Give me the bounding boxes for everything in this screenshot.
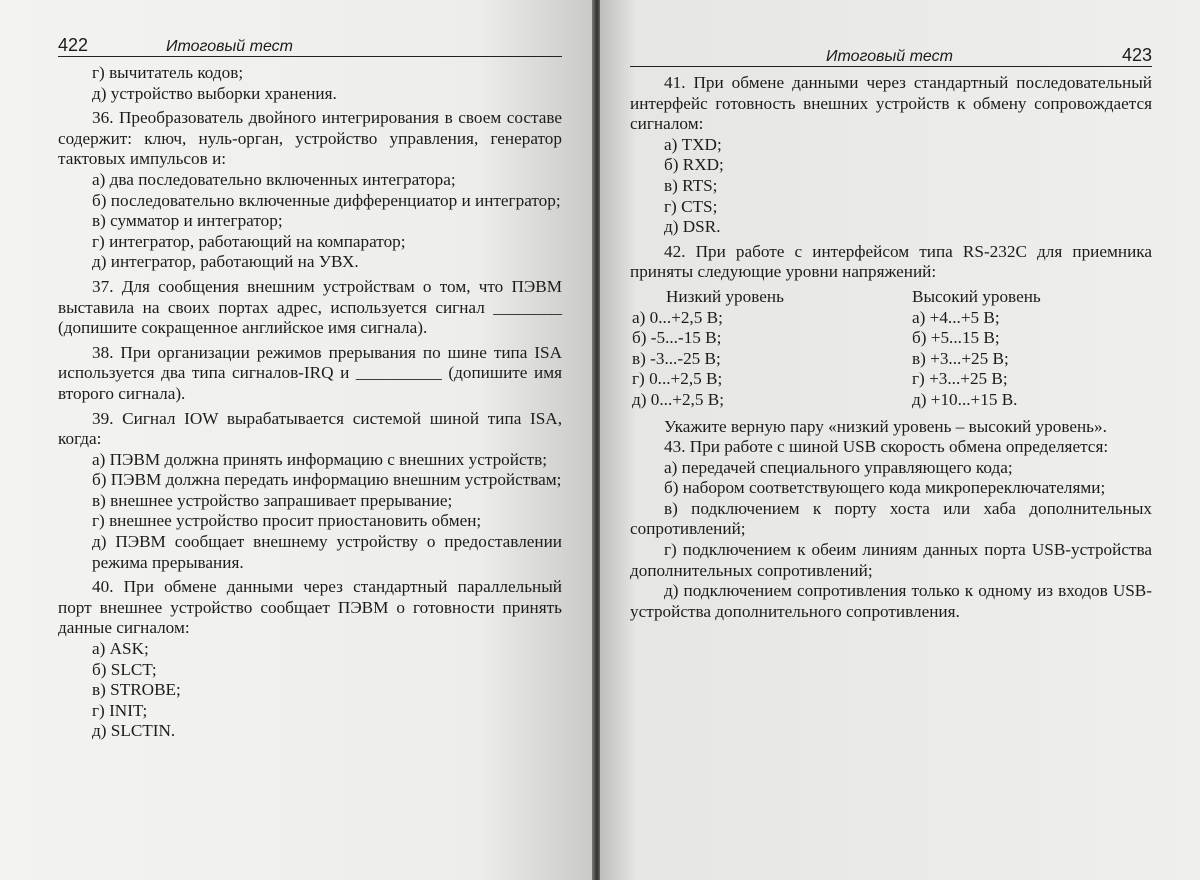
answer-option: д) устройство выборки хранения. xyxy=(92,83,337,103)
question-paragraph: 39. Сигнал IOW вырабатывается системой шиной типа ISA, когда: xyxy=(58,408,562,449)
high-level-e: д) +10...+15 В. xyxy=(912,389,1018,409)
answer-option: а) ПЭВМ должна принять информацию с внешних устройств; xyxy=(92,449,548,469)
q41-option-a: а) TXD; xyxy=(664,134,722,154)
answer-option: г) вычитатель кодов; xyxy=(92,63,244,82)
voltage-levels-table xyxy=(630,287,1152,411)
answer-option: г) интегратор, работающий на компаратор; xyxy=(92,231,406,251)
high-level-header: Высокий уровень xyxy=(912,286,1041,306)
left-running-title: Итоговый тест xyxy=(166,38,293,55)
right-running-title: Итоговый тест xyxy=(826,48,953,65)
question-41: 41. При обмене данными через стандартный последовательный интерфейс готовность внешних устройств к обмену сопровождается сигналом: xyxy=(630,73,1152,134)
question-paragraph: 38. При организации режимов прерывания по шине типа ISA используется два типа сигналов-IRQ и __________ (допишите имя второго сигнала). xyxy=(58,342,562,403)
answer-option: а) два последовательно включенных интегратора; xyxy=(92,169,456,189)
answer-option: б) последовательно включенные дифференциатор и интегратор; xyxy=(92,190,561,210)
answer-option: в) внешнее устройство запрашивает прерывание; xyxy=(92,490,453,510)
q41-option-c: в) RTS; xyxy=(664,175,718,195)
answer-option: в) STROBE; xyxy=(92,680,181,700)
low-level-c: в) -3...-25 В; xyxy=(632,348,721,368)
low-level-b: б) -5...-15 В; xyxy=(632,328,722,348)
answer-option: в) сумматор и интегратор; xyxy=(92,211,283,231)
left-page-text xyxy=(58,63,562,742)
q43-option-e: д) подключением сопротивления только к одному из входов USB-устройства дополнительного сопротивления. xyxy=(630,581,1152,621)
q43-option-c: в) подключением к порту хоста или хаба дополнительных сопротивлений; xyxy=(630,498,1152,539)
answer-option: а) ASK; xyxy=(92,639,149,659)
right-running-head xyxy=(630,40,1152,67)
right-page xyxy=(600,0,1200,880)
question-paragraph: 36. Преобразователь двойного интегрирования в своем составе содержит: ключ, нуль-орган, устройство управления, генератор тактовых импульсов и: xyxy=(58,108,562,169)
low-level-a: а) 0...+2,5 В; xyxy=(632,307,723,327)
answer-option: д) интегратор, работающий на УВХ. xyxy=(92,252,359,272)
question-43: 43. При работе с шиной USB скорость обмена определяется: xyxy=(664,437,1109,457)
high-level-b: б) +5...15 В; xyxy=(912,328,1000,348)
high-level-d: г) +3...+25 В; xyxy=(912,369,1008,389)
question-paragraph: 37. Для сообщения внешним устройствам о том, что ПЭВМ выставила на своих портах адрес, используется сигнал ________ (допишите сокращенное английское имя сигнала). xyxy=(58,276,562,338)
question-paragraph: 40. При обмене данными через стандартный параллельный порт внешнее устройство сообщает ПЭВМ о готовности принять данные сигналом: xyxy=(58,577,562,638)
answer-option: д) ПЭВМ сообщает внешнему устройству о предоставлении режима прерывания. xyxy=(92,532,562,572)
question-42: 42. При работе с интерфейсом типа RS-232C для приемника приняты следующие уровни напряжений: xyxy=(630,241,1152,282)
right-page-number: 423 xyxy=(1121,45,1152,65)
right-page-text xyxy=(630,73,1152,622)
high-level-c: в) +3...+25 В; xyxy=(912,348,1009,368)
q41-option-b: б) RXD; xyxy=(664,155,724,175)
q41-option-d: г) CTS; xyxy=(664,196,718,216)
left-page xyxy=(0,0,596,880)
answer-option: г) INIT; xyxy=(92,700,148,720)
q43-option-a: а) передачей специального управляющего кода; xyxy=(664,457,1013,477)
question-42-note: Укажите верную пару «низкий уровень – высокий уровень». xyxy=(664,416,1107,436)
q43-option-b: б) набором соответствующего кода микропереключателями; xyxy=(664,478,1106,498)
answer-option: д) SLCTIN. xyxy=(92,721,176,741)
q43-option-d: г) подключением к обеим линиям данных порта USB-устройства дополнительных сопротивлений; xyxy=(630,540,1152,580)
high-level-a: а) +4...+5 В; xyxy=(912,307,1000,327)
left-running-head xyxy=(58,30,562,57)
low-level-d: г) 0...+2,5 В; xyxy=(632,369,723,389)
answer-option: б) ПЭВМ должна передать информацию внешним устройствам; xyxy=(92,470,562,490)
low-level-header: Низкий уровень xyxy=(666,286,784,306)
left-page-number: 422 xyxy=(58,35,89,55)
q41-option-e: д) DSR. xyxy=(664,217,721,237)
answer-option: б) SLCT; xyxy=(92,659,157,679)
low-level-e: д) 0...+2,5 В; xyxy=(632,389,724,409)
answer-option: г) внешнее устройство просит приостановить обмен; xyxy=(92,511,482,531)
